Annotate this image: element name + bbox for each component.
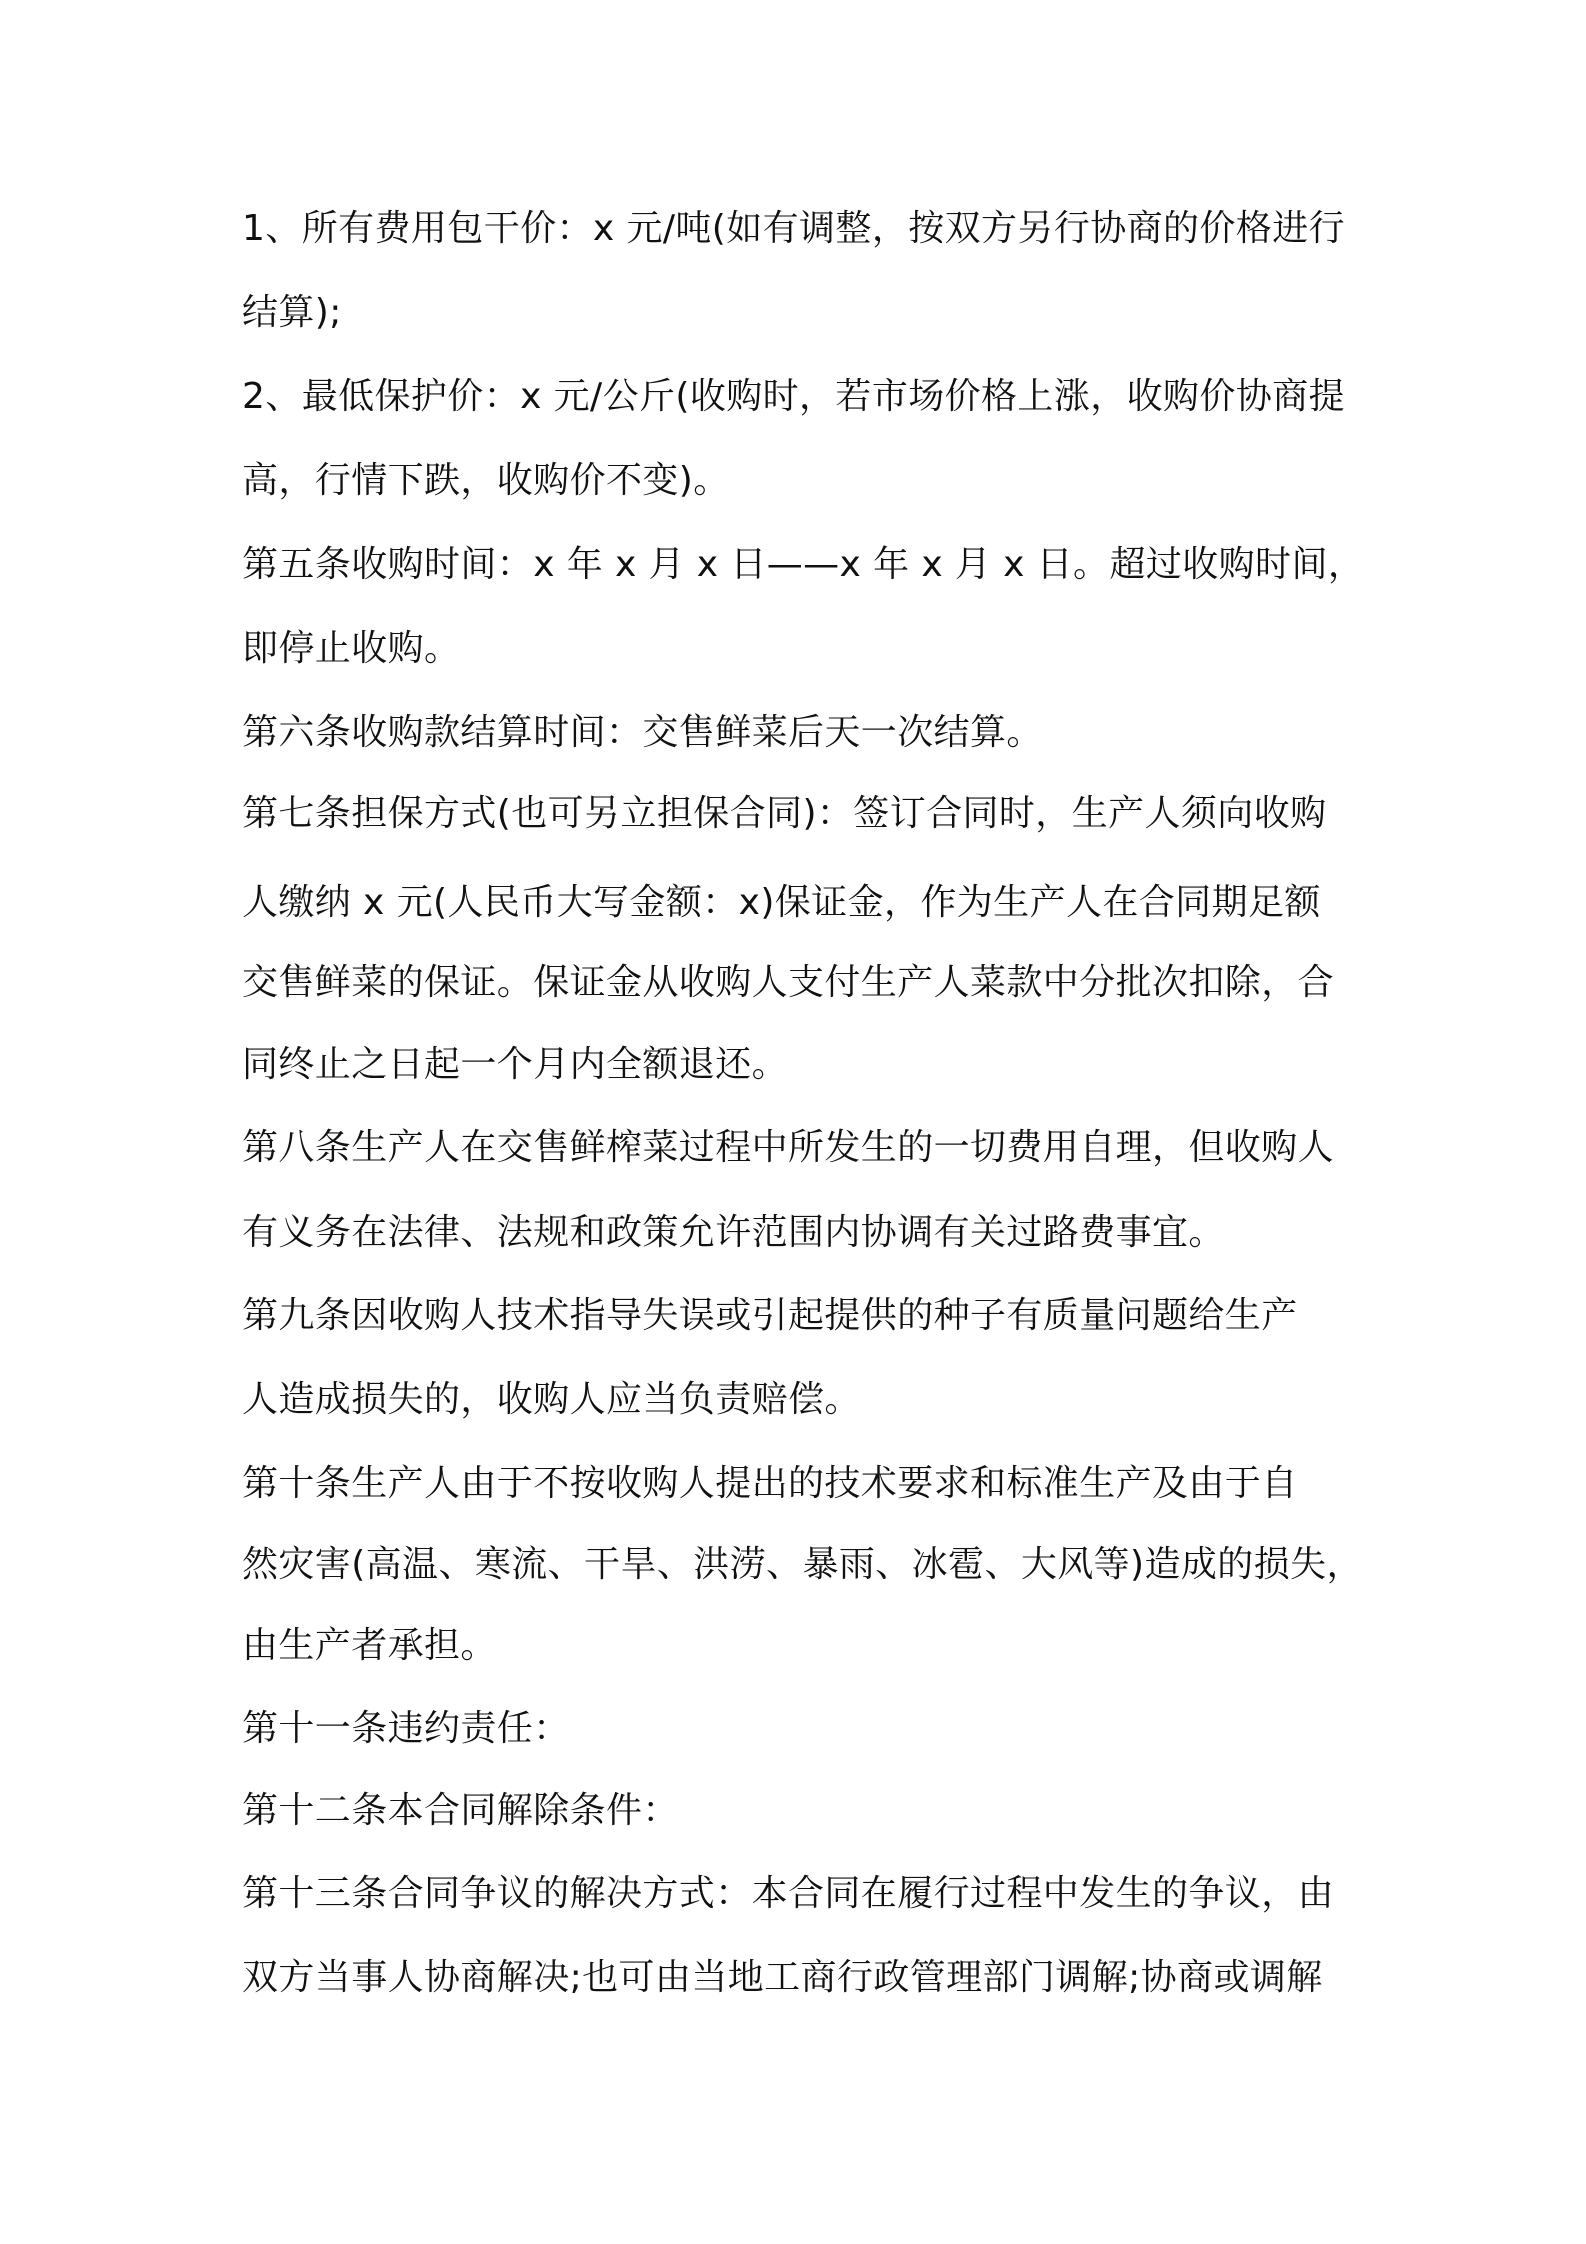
text-line: 第十三条合同争议的解决方式：本合同在履行过程中发生的争议，由 (242, 1873, 1335, 1914)
text-line: 1、所有费用包干价：x 元/吨(如有调整，按双方另行协商的价格进行 (242, 208, 1346, 249)
text-line: 由生产者承担。 (242, 1625, 497, 1666)
text-line: 第五条收购时间：x 年 x 月 x 日——x 年 x 月 x 日。超过收购时间， (242, 544, 1365, 585)
text-line: 有义务在法律、法规和政策允许范围内协调有关过路费事宜。 (242, 1212, 1225, 1253)
text-line: 第六条收购款结算时间：交售鲜菜后天一次结算。 (242, 712, 1043, 753)
text-line: 第十二条本合同解除条件： (242, 1790, 679, 1831)
text-line: 人造成损失的，收购人应当负责赔偿。 (242, 1379, 861, 1420)
text-line: 第十条生产人由于不按收购人提出的技术要求和标准生产及由于自 (242, 1463, 1298, 1504)
text-line: 然灾害(高温、寒流、干旱、洪涝、暴雨、冰雹、大风等)造成的损失， (242, 1544, 1363, 1585)
text-line: 高，行情下跌，收购价不变)。 (242, 460, 730, 501)
text-line: 双方当事人协商解决;也可由当地工商行政管理部门调解;协商或调解 (242, 1957, 1323, 1998)
text-line: 结算); (242, 292, 342, 333)
text-line: 人缴纳 x 元(人民币大写金额：x)保证金，作为生产人在合同期足额 (242, 882, 1321, 923)
text-line: 同终止之日起一个月内全额退还。 (242, 1044, 789, 1085)
text-line: 第九条因收购人技术指导失误或引起提供的种子有质量问题给生产 (242, 1295, 1298, 1336)
text-line: 交售鲜菜的保证。保证金从收购人支付生产人菜款中分批次扣除，合 (242, 962, 1335, 1003)
text-line: 即停止收购。 (242, 628, 461, 669)
text-line: 第十一条违约责任： (242, 1708, 570, 1749)
text-line: 2、最低保护价：x 元/公斤(收购时，若市场价格上涨，收购价协商提 (242, 376, 1346, 417)
text-line: 第八条生产人在交售鲜榨菜过程中所发生的一切费用自理，但收购人 (242, 1127, 1335, 1168)
text-line: 第七条担保方式(也可另立担保合同)：签订合同时，生产人须向收购 (242, 793, 1327, 834)
